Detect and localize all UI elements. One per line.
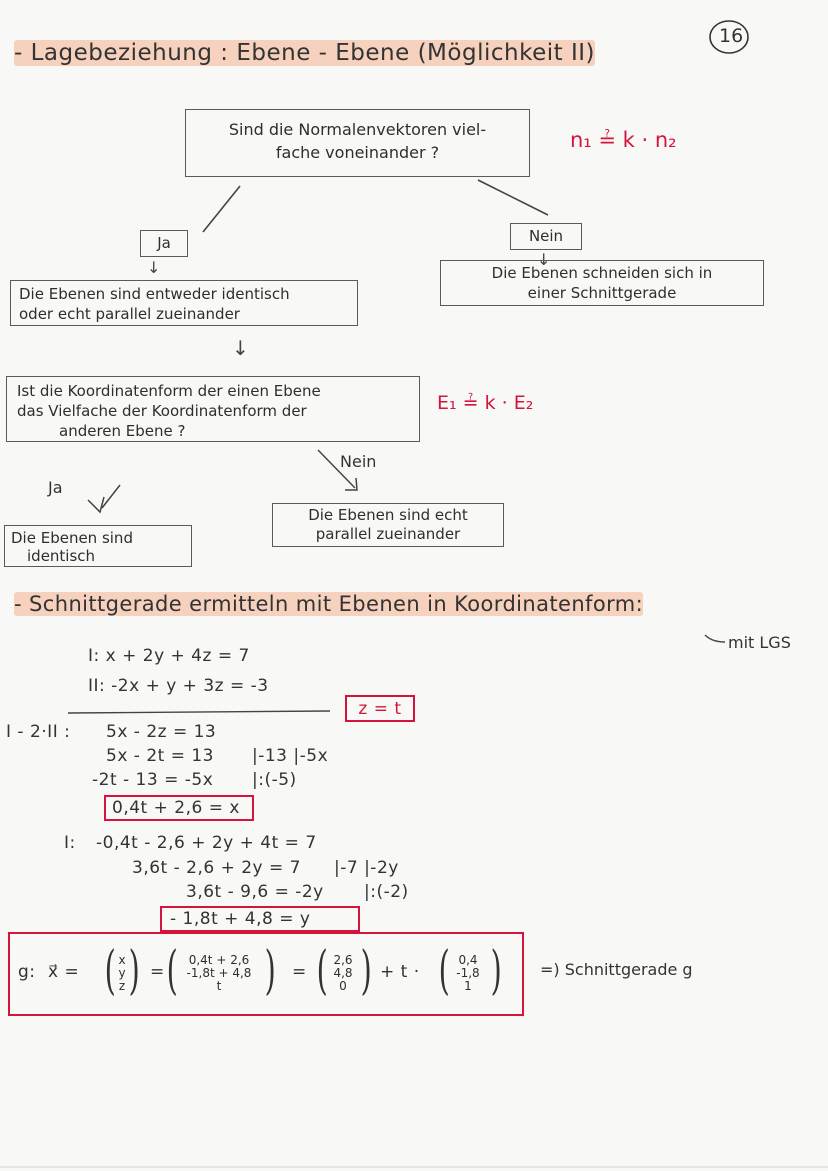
arrow-ja1: ↓ bbox=[147, 258, 161, 277]
result-ident-parallel-line2: oder echt parallel zueinander bbox=[19, 305, 240, 323]
final-prefix: g: bbox=[18, 962, 36, 982]
final-conclusion: =) Schnittgerade g bbox=[540, 960, 693, 979]
note-hook bbox=[705, 635, 725, 642]
substitution-3: 3,6t - 9,6 = -2y bbox=[186, 882, 324, 902]
step-3-operation: |:(-5) bbox=[252, 770, 297, 790]
result-intersect-line2: einer Schnittgerade bbox=[527, 284, 677, 302]
equation-separator bbox=[68, 711, 330, 713]
question1-line1: Sind die Normalenvektoren viel- bbox=[228, 120, 487, 139]
vector-xyz: x y z bbox=[118, 953, 126, 993]
result-intersect-box bbox=[440, 260, 764, 306]
nein1-box: Nein bbox=[510, 223, 582, 250]
equation-1: I: x + 2y + 4z = 7 bbox=[88, 646, 250, 666]
nein2-label: Nein bbox=[340, 452, 377, 471]
result-identical-box bbox=[4, 525, 192, 567]
step-2-operation: |-13 |-5x bbox=[252, 746, 329, 766]
line-question2-to-ja bbox=[102, 485, 120, 508]
final-plus-t: + t · bbox=[380, 962, 420, 982]
substitution-3-operation: |:(-2) bbox=[364, 882, 409, 902]
line-question1-to-nein bbox=[478, 180, 548, 215]
formula-normal-vectors: n₁ ≟ k · n₂ bbox=[570, 128, 677, 152]
result-parallel-line1: Die Ebenen sind echt bbox=[308, 506, 468, 524]
result-identical-line1: Die Ebenen sind bbox=[11, 529, 133, 547]
result-identical-or-parallel-box bbox=[10, 280, 358, 326]
step-1: 5x - 2z = 13 bbox=[106, 722, 217, 742]
question1-line2: fache voneinander ? bbox=[275, 143, 440, 162]
question2-line2: das Vielfache der Koordinatenform der bbox=[17, 402, 307, 420]
result-identical-line2: identisch bbox=[27, 547, 96, 565]
page-title: - Lagebeziehung : Ebene - Ebene (Möglichkeit II) bbox=[14, 40, 595, 66]
line-question1-to-ja bbox=[203, 186, 240, 232]
result-ident-parallel-line1: Die Ebenen sind entweder identisch bbox=[19, 285, 290, 303]
step-2: 5x - 2t = 13 bbox=[106, 746, 214, 766]
substitution-2: 3,6t - 2,6 + 2y = 7 bbox=[132, 858, 301, 878]
formula-coordinate-forms: E₁ ≟ k · E₂ bbox=[437, 392, 534, 414]
ja2-label: Ja bbox=[48, 478, 63, 497]
question2-box bbox=[6, 376, 420, 442]
question1-box bbox=[185, 109, 530, 177]
result-parallel-box bbox=[272, 503, 504, 547]
substitution-2-operation: |-7 |-2y bbox=[334, 858, 399, 878]
vector-direction: 0,4 -1,8 1 bbox=[456, 953, 480, 993]
result-x-box: 0,4t + 2,6 = x bbox=[104, 795, 254, 821]
notebook-page: ↓ ↓ ↓ - Lagebeziehung : Ebene - Ebene (Möglichkeit II) 16 Sind die Normalenvektoren viel- fache voneinander ? n₁ ≟ k · n₂ Ja Nein Die Ebenen schneiden sich in einer Schnittgerade Die Ebenen sind entweder identisch oder echt parallel zueinander Ist die Koordinatenform der einen Ebene das Vielfache der Koordinatenform der anderen Ebene ? E₁ ≟ k · E₂ Ja Nein Die Ebenen sind identisch Die Ebenen sind echt parallel zueinander - Schnittgerade ermitteln mit Ebenen in Koordinatenform: mit LGS I: x + 2y + 4z = 7 II: -2x + y + 3z = -3 z = t I - 2·II : 5x - 2z = 13 5x - 2t = 13 |-13 |-5x -2t - 13 = -5x |:(-5) 0,4t + 2,6 = x I: -0,4t - 2,6 + 2y + 4t = 7 3,6t - 2,6 + 2y = 7 |-7 |-2y 3,6t - 9,6 = -2y |:(-2) - 1,8t + 4,8 = y g: x⃗ = ( x y z ) = ( 0,4t + 2,6 -1,8t + 4,8 t ) = ( 2,6 4,8 0 ) + t · ( 0,4 -1,8 1 ) =) Schnittgerade g bbox=[0, 0, 828, 1171]
result-intersect-line1: Die Ebenen schneiden sich in bbox=[491, 264, 713, 282]
final-xvec: x⃗ = bbox=[48, 962, 80, 982]
step-label: I - 2·II : bbox=[6, 722, 71, 742]
arrow-nein1: ↓ bbox=[537, 250, 551, 269]
section2-title: - Schnittgerade ermitteln mit Ebenen in Koordinatenform: bbox=[14, 592, 644, 616]
question2-line3: anderen Ebene ? bbox=[59, 422, 186, 440]
substitution-1: -0,4t - 2,6 + 2y + 4t = 7 bbox=[96, 833, 317, 853]
arrow-to-question2: ↓ bbox=[232, 336, 249, 360]
ja1-box: Ja bbox=[140, 230, 188, 257]
substitution-label: I: bbox=[64, 833, 76, 853]
arrowhead-ja2 bbox=[88, 497, 104, 512]
question2-line1: Ist die Koordinatenform der einen Ebene bbox=[17, 382, 321, 400]
page-number: 16 bbox=[719, 25, 744, 47]
vector-support: 2,6 4,8 0 bbox=[333, 953, 353, 993]
parameter-z-box: z = t bbox=[345, 695, 415, 722]
equation-2: II: -2x + y + 3z = -3 bbox=[88, 676, 269, 696]
result-parallel-line2: parallel zueinander bbox=[315, 525, 461, 543]
vector-parametric: 0,4t + 2,6 -1,8t + 4,8 t bbox=[186, 953, 252, 993]
result-y-box: - 1,8t + 4,8 = y bbox=[160, 906, 360, 932]
step-3: -2t - 13 = -5x bbox=[92, 770, 214, 790]
note-mit-lgs: mit LGS bbox=[728, 633, 791, 652]
